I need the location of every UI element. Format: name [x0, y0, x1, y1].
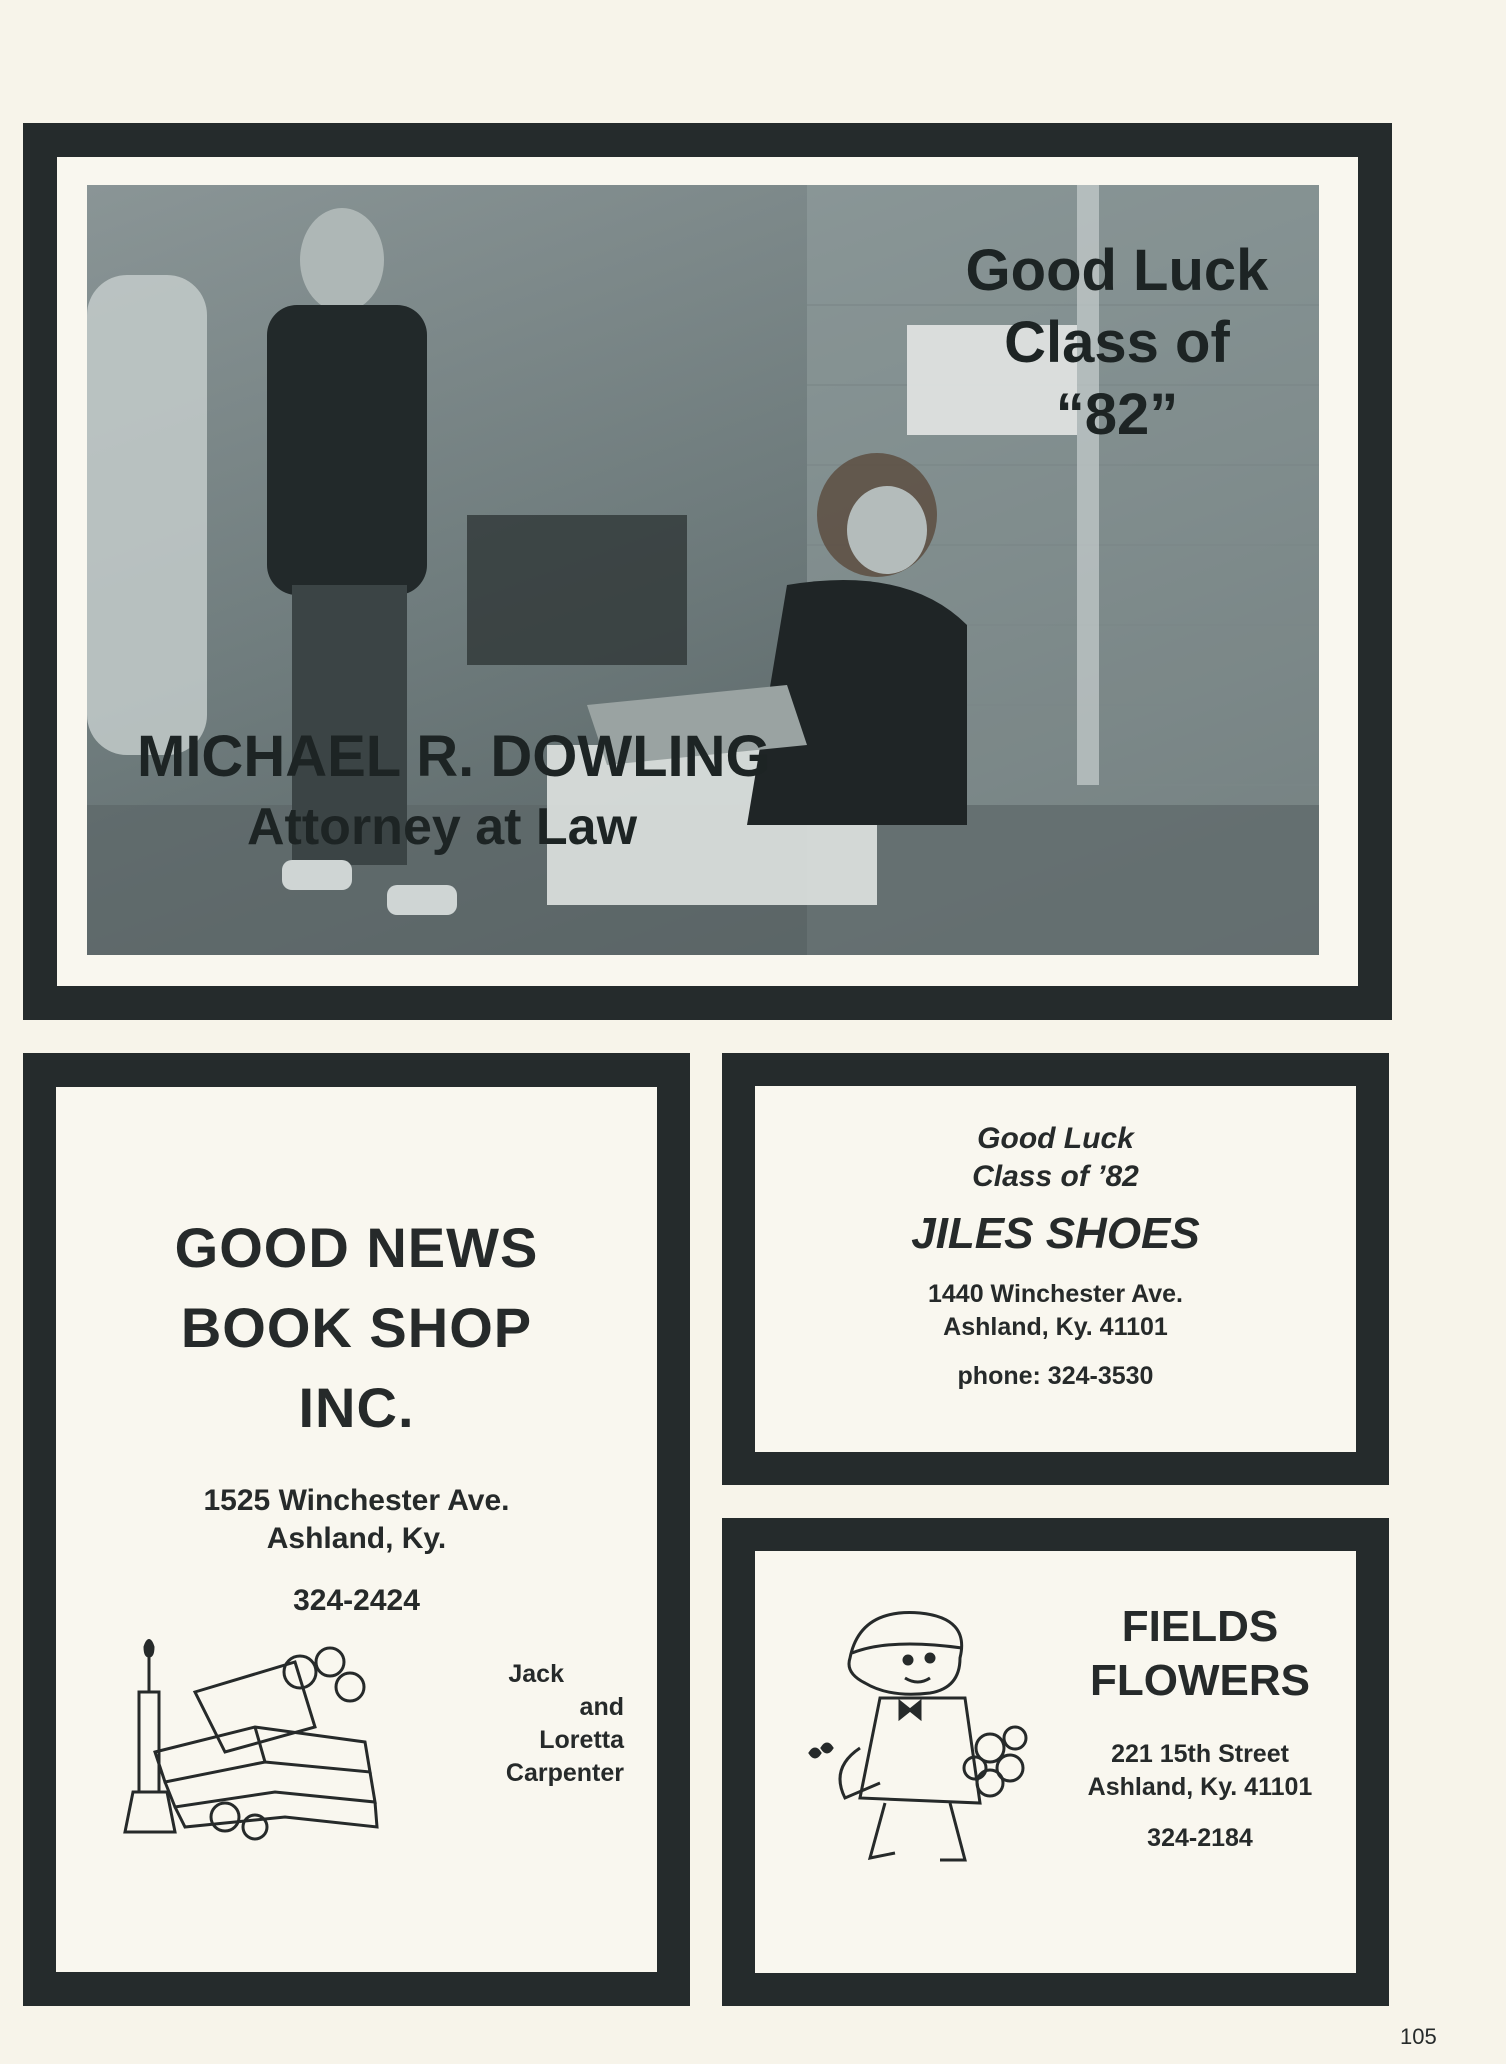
good-news-name-line1: GOOD NEWS [174, 1216, 539, 1279]
jiles-address-line2: Ashland, Ky. 41101 [943, 1313, 1168, 1341]
good-news-phone: 324-2424 [293, 1584, 420, 1617]
good-news-owners-line4: Carpenter [505, 1759, 624, 1787]
fields-phone: 324-2184 [1147, 1824, 1253, 1852]
jiles-phone: phone: 324-3530 [957, 1362, 1154, 1390]
dowling-slogan-line1: Good Luck [965, 238, 1269, 303]
jiles-slogan-line2: Class of ’82 [972, 1160, 1139, 1193]
fields-address-line2: Ashland, Ky. 41101 [1087, 1773, 1313, 1801]
jiles-name: JILES SHOES [911, 1209, 1200, 1258]
good-news-owners-line1: Jack [508, 1660, 564, 1688]
fields-name-line1: FIELDS [1121, 1602, 1279, 1651]
good-news-address-line1: 1525 Winchester Ave. [203, 1484, 510, 1517]
book-candle-illustration [115, 1632, 385, 1847]
good-news-owners-line3: Loretta [539, 1726, 624, 1754]
dowling-slogan-line3: “82” [1055, 382, 1179, 447]
flower-boy-illustration [790, 1598, 1050, 1898]
good-news-owners [440, 1658, 624, 1790]
jiles-ad-content [755, 1120, 1356, 1393]
fields-address-line1: 221 15th Street [1111, 1740, 1289, 1768]
good-news-name-line2: BOOK SHOP [180, 1296, 533, 1359]
fields-name-line2: FLOWERS [1090, 1656, 1310, 1705]
good-news-ad-content [56, 1208, 657, 1620]
good-news-name-line3: INC. [298, 1376, 415, 1439]
good-news-owners-line2: and [579, 1693, 624, 1721]
dowling-slogan [927, 235, 1307, 451]
dowling-ad-photo [87, 185, 1319, 955]
jiles-address-line1: 1440 Winchester Ave. [928, 1280, 1183, 1308]
good-news-address-line2: Ashland, Ky. [266, 1522, 447, 1555]
dowling-name: MICHAEL R. DOWLING [137, 724, 771, 789]
page-number: 105 [1400, 2024, 1437, 2049]
jiles-slogan-line1: Good Luck [977, 1122, 1134, 1155]
dowling-slogan-line2: Class of [1004, 310, 1230, 375]
fields-ad-content [1060, 1600, 1340, 1855]
dowling-title: Attorney at Law [247, 798, 638, 856]
